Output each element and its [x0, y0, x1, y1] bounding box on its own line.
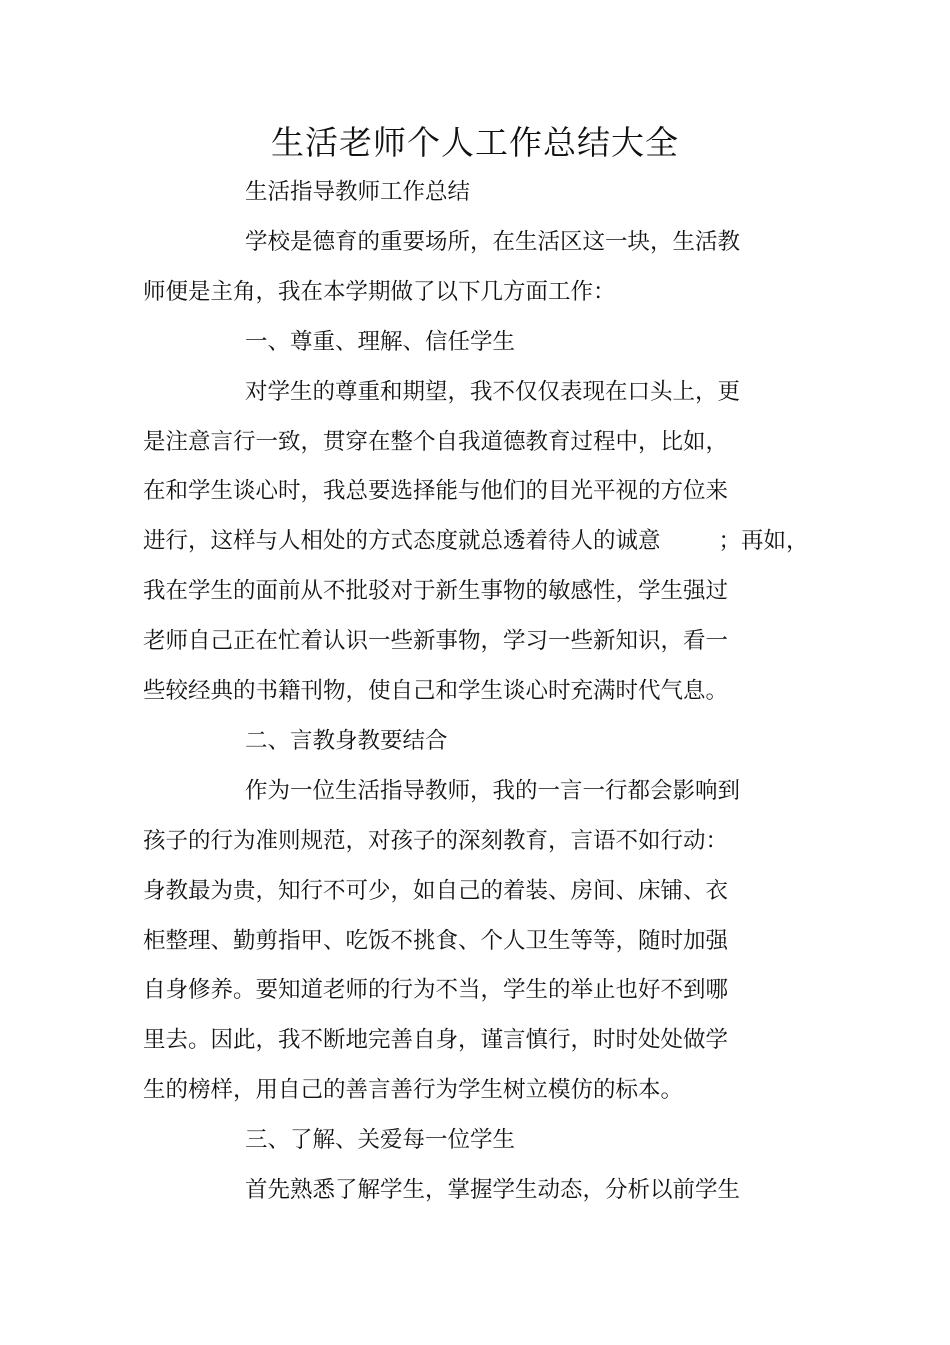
paragraph-start-line — [245, 771, 740, 811]
line-text: 我在学生的面前从不批驳对于新生事物的敏感性，学生强过 — [143, 578, 729, 605]
paragraph-line — [143, 821, 728, 861]
line-text: 是注意言行一致，贯穿在整个自我道德教育过程中，比如， — [143, 428, 729, 455]
line-text: 自身修养。要知道老师的行为不当，学生的举止也好不到哪 — [143, 977, 729, 1004]
line-text: 学校是德育的重要场所，在生活区这一块，生活教 — [245, 228, 741, 255]
document-title: 生活老师个人工作总结大全 — [271, 123, 679, 162]
line-text: 一、尊重、理解、信任学生 — [245, 328, 516, 355]
paragraph-start-line — [245, 1120, 515, 1160]
line-text: 二、言教身教要结合 — [245, 727, 448, 754]
paragraph-line — [143, 1020, 728, 1060]
paragraph-line — [143, 671, 728, 711]
paragraph-line — [143, 422, 728, 462]
line-text: 作为一位生活指导教师，我的一言一行都会影响到 — [245, 777, 741, 804]
line-text: 生的榜样，用自己的善言善行为学生树立模仿的标本。 — [143, 1077, 684, 1104]
paragraph-line — [143, 272, 616, 312]
paragraph-start-line — [245, 322, 515, 362]
paragraph-start-line — [245, 222, 740, 262]
line-text: 师便是主角，我在本学期做了以下几方面工作： — [143, 278, 616, 305]
line-text: 在和学生谈心时，我总要选择能与他们的目光平视的方位来 — [143, 478, 729, 505]
paragraph-line — [143, 571, 728, 611]
paragraph-start-line — [245, 372, 740, 412]
line-tail-text: ；再如， — [718, 528, 809, 555]
paragraph-start-line — [245, 172, 470, 212]
paragraph-line — [143, 871, 728, 911]
line-text: 身教最为贵，知行不可少，如自己的着装、房间、床铺、衣 — [143, 877, 729, 904]
line-text: 些较经典的书籍刊物，使自己和学生谈心时充满时代气息。 — [143, 678, 729, 704]
line-text: 生活指导教师工作总结 — [245, 179, 471, 205]
paragraph-line — [143, 471, 728, 511]
paragraph-start-line — [245, 721, 448, 761]
paragraph-line — [143, 970, 728, 1010]
line-text: 进行，这样与人相处的方式态度就总透着待人的诚意 — [143, 528, 661, 555]
line-text: 里去。因此，我不断地完善自身，谨言慎行，时时处处做学 — [143, 1027, 729, 1054]
line-text: 老师自己正在忙着认识一些新事物，学习一些新知识，看一 — [143, 628, 729, 655]
paragraph-line — [143, 521, 809, 561]
line-text: 孩子的行为准则规范，对孩子的深刻教育，言语不如行动： — [143, 827, 729, 854]
paragraph-line — [143, 621, 728, 661]
line-text: 对学生的尊重和期望，我不仅仅表现在口头上，更 — [245, 378, 741, 405]
line-text: 三、了解、关爱每一位学生 — [245, 1127, 516, 1154]
paragraph-start-line — [245, 1170, 740, 1210]
line-text: 首先熟悉了解学生，掌握学生动态，分析以前学生 — [245, 1177, 741, 1203]
line-text: 柜整理、勤剪指甲、吃饭不挑食、个人卫生等等，随时加强 — [143, 927, 729, 954]
paragraph-line — [143, 921, 728, 961]
paragraph-line — [143, 1070, 683, 1110]
